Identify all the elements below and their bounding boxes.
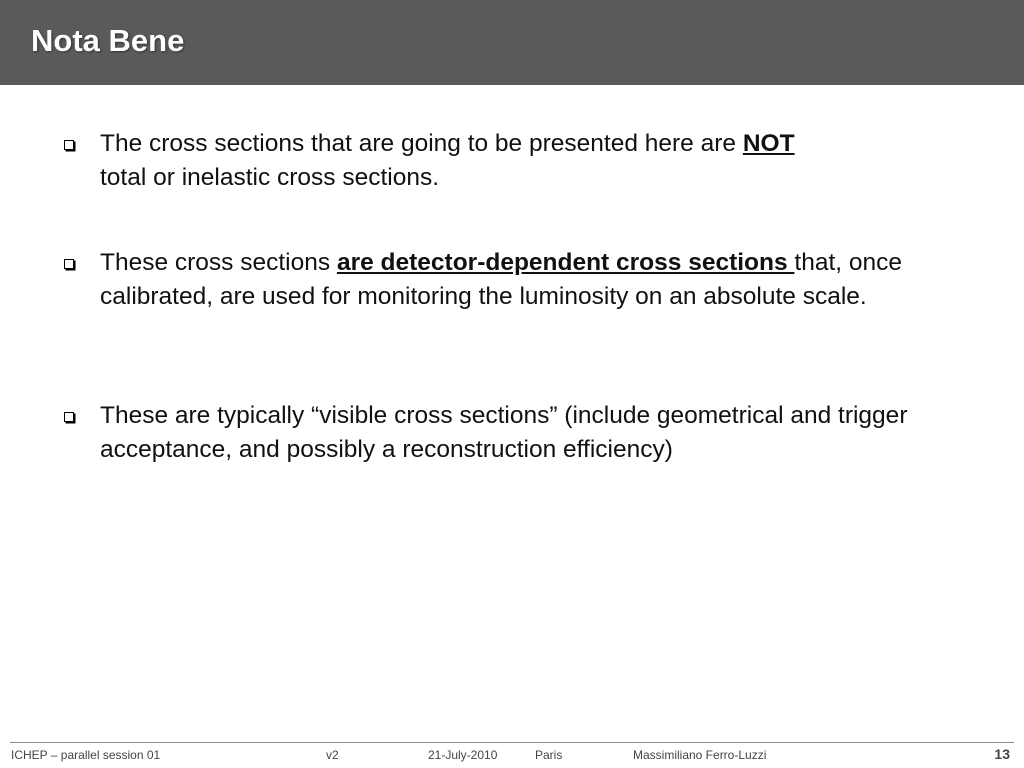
bullet-1-emphasis: NOT <box>742 130 795 157</box>
bullet-2-emphasis: are detector-dependent cross sections <box>336 249 795 276</box>
footer-author: Massimiliano Ferro-Luzzi <box>633 748 767 762</box>
footer-date: 21-July-2010 <box>428 748 498 762</box>
bullet-1-text-before: The cross sections that are going to be presented here are <box>100 130 743 157</box>
bullet-text-2 <box>100 246 975 314</box>
page-number: 13 <box>994 746 1010 762</box>
bullet-2-text-before: These cross sections <box>100 249 337 276</box>
bullet-text-1 <box>100 127 920 195</box>
footer-location: Paris <box>535 748 563 762</box>
slide-title: Nota Bene <box>31 23 185 58</box>
checkbox-bullet-icon <box>64 412 74 422</box>
footer-version: v2 <box>326 748 339 762</box>
title-bar <box>0 0 1024 85</box>
bullet-1-text-after: total or inelastic cross sections. <box>100 164 440 191</box>
bullet-text-3: These are typically “visible cross sections” (include geometrical and trigger acceptance, and possibly a reconstruction efficiency) <box>100 402 908 463</box>
footer-session: ICHEP – parallel session 01 <box>11 748 161 762</box>
footer-divider <box>10 742 1014 743</box>
checkbox-bullet-icon <box>64 259 74 269</box>
bullet-2-text-after: that, once calibrated, are used for monitoring the luminosity on an absolute scale. <box>100 249 903 310</box>
checkbox-bullet-icon <box>64 140 74 150</box>
